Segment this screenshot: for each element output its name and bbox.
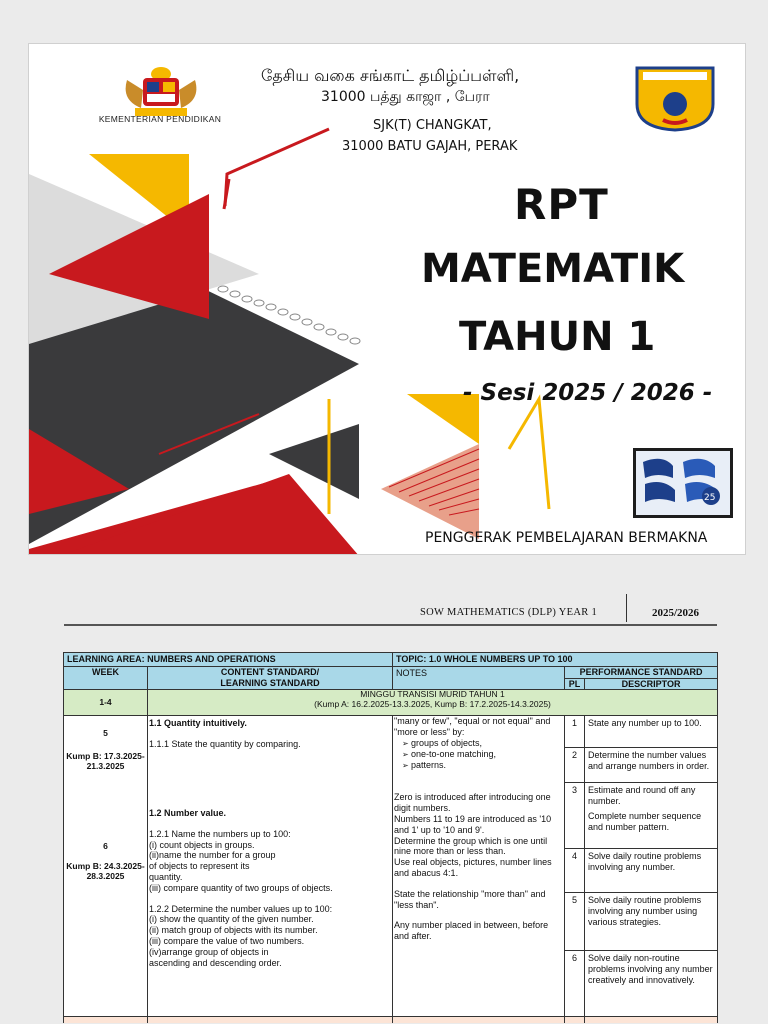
pl-level: 6 (565, 951, 585, 1017)
transition-row (64, 690, 718, 716)
week-5: 5 (103, 728, 108, 739)
notes-1: "many or few", "equal or not equal" and "more or less" by: (394, 716, 551, 738)
ls-1-2-2: 1.2.2 Determine the number values up to 100: (149, 903, 333, 914)
col-pl: PL (565, 678, 585, 690)
pl-descriptor: Solve daily routine problems involving any number using various strategies. (585, 893, 718, 951)
ls-1-2-1-iii: (iii) compare quantity of two groups of objects. (149, 882, 333, 893)
tagline: PENGGERAK PEMBELAJARAN BERMAKNA (425, 530, 708, 546)
pl-level: 3 (565, 783, 585, 849)
column-header-row (64, 666, 718, 678)
transition-dates: (Kump A: 16.2.2025-13.3.2025, Kump B: 17.2.2025-14.3.2025) (314, 699, 551, 710)
ls-1-1-1: 1.1.1 State the quantity by comparing. (149, 739, 301, 750)
pl-level: 2 (565, 748, 585, 783)
pl-level: 1 (565, 716, 585, 748)
sow-table (63, 652, 718, 1023)
title-subject: MATEMATIK (421, 246, 685, 292)
notes-6: State the relationship "more than" and "less than". (394, 888, 546, 910)
school-name-tamil: தேசிய வகை சங்காட் தமிழ்ப்பள்ளி, (261, 66, 520, 85)
header-divider (626, 594, 627, 622)
transition-title: MINGGU TRANSISI MURID TAHUN 1 (360, 689, 505, 700)
transition-week: 1-4 (64, 690, 148, 716)
ls-1-2-1-ii: (ii)name the number for a group of objects to represent its quantity. (149, 850, 276, 882)
pl-descriptor: Estimate and round off any number. (588, 785, 696, 807)
school-address: 31000 BATU GAJAH, PERAK (342, 139, 518, 154)
notes-bullet: ➢ groups of objects, (402, 738, 563, 749)
week-cell (64, 716, 148, 1017)
ls-1-2: 1.2 Number value. (149, 807, 227, 818)
notes-4: Determine the group which is one until nine more than or less than. (394, 835, 548, 857)
learning-standard-cell (148, 716, 393, 1017)
ls-1-2-1-i: (i) count objects in groups. (149, 839, 255, 850)
pl-level: 4 (565, 849, 585, 893)
week-6: 6 (103, 840, 108, 851)
learning-area: LEARNING AREA: NUMBERS AND OPERATIONS (64, 653, 393, 667)
school-address-tamil: 31000 பத்து காஜா , பேரா (321, 89, 490, 105)
col-notes: NOTES (393, 666, 565, 690)
learning-area-row (64, 653, 718, 667)
pl-descriptor: Determine the number values and arrange numbers in order. (585, 748, 718, 783)
pl-descriptor: Solve daily non-routine problems involving any number creatively and innovatively. (585, 951, 718, 1017)
col-content-line1: CONTENT STANDARD/ (220, 666, 320, 677)
sow-title: SOW MATHEMATICS (DLP) YEAR 1 (420, 607, 597, 618)
ls-1-2-2-ii: (ii) match group of objects with its number. (149, 925, 318, 936)
school-name: SJK(T) CHANGKAT, (373, 118, 492, 133)
notes-7: Any number placed in between, before and after. (394, 920, 549, 942)
school-badge-icon (633, 64, 717, 132)
ls-1-2-2-i: (i) show the quantity of the given number. (149, 914, 314, 925)
content-row (64, 716, 718, 748)
header-rule (64, 624, 717, 626)
col-content (148, 666, 393, 690)
ls-1-2-2-iii: (iii) compare the value of two numbers. (149, 935, 305, 946)
pl-level: 5 (565, 893, 585, 951)
notes-cell (393, 716, 565, 1017)
pl-descriptor-cell (585, 783, 718, 849)
ls-1-2-1: 1.2.1 Name the numbers up to 100: (149, 828, 291, 839)
notes-bullets (394, 738, 563, 770)
col-descriptor: DESCRIPTOR (585, 678, 718, 690)
transition-cell (148, 690, 718, 716)
notes-3: Numbers 11 to 19 are introduced as '10 and 1' up to '10 and 9'. (394, 813, 552, 835)
col-performance: PERFORMANCE STANDARD (565, 666, 718, 678)
logo-number: 25 (704, 493, 716, 503)
pl-descriptor: State any number up to 100. (585, 716, 718, 748)
title-rpt: RPT (514, 180, 609, 229)
pl-descriptor-2: Complete number sequence and number pattern. (588, 810, 702, 832)
ls-1-1: 1.1 Quantity intuitively. (149, 718, 247, 729)
notes-5: Use real objects, pictures, number lines and abacus 4:1. (394, 857, 552, 878)
cover-page (28, 43, 746, 555)
pl-descriptor: Solve daily routine problems involving any number. (585, 849, 718, 893)
next-section-row (64, 1017, 718, 1023)
session-label: - Sesi 2025 / 2026 - (463, 380, 713, 406)
notes-2: Zero is introduced after introducing one digit numbers. (394, 792, 551, 814)
col-week: WEEK (64, 666, 148, 690)
notes-bullet: ➢ one-to-one matching, (402, 749, 563, 760)
ls-1-2-2-iv: (iv)arrange group of objects in ascending and descending order. (149, 946, 282, 968)
ministry-label: KEMENTERIAN PENDIDIKAN (98, 114, 222, 124)
pps25-logo-icon (633, 448, 733, 518)
col-content-line2: LEARNING STANDARD (220, 677, 320, 688)
title-year: TAHUN 1 (459, 314, 656, 360)
notes-bullet: ➢ patterns. (402, 760, 563, 771)
academic-year: 2025/2026 (652, 607, 700, 619)
topic: TOPIC: 1.0 WHOLE NUMBERS UP TO 100 (393, 653, 718, 667)
week-6-dates: Kump B: 24.3.2025-28.3.2025 (66, 861, 145, 882)
week-5-dates: Kump B: 17.3.2025-21.3.2025 (66, 750, 145, 771)
